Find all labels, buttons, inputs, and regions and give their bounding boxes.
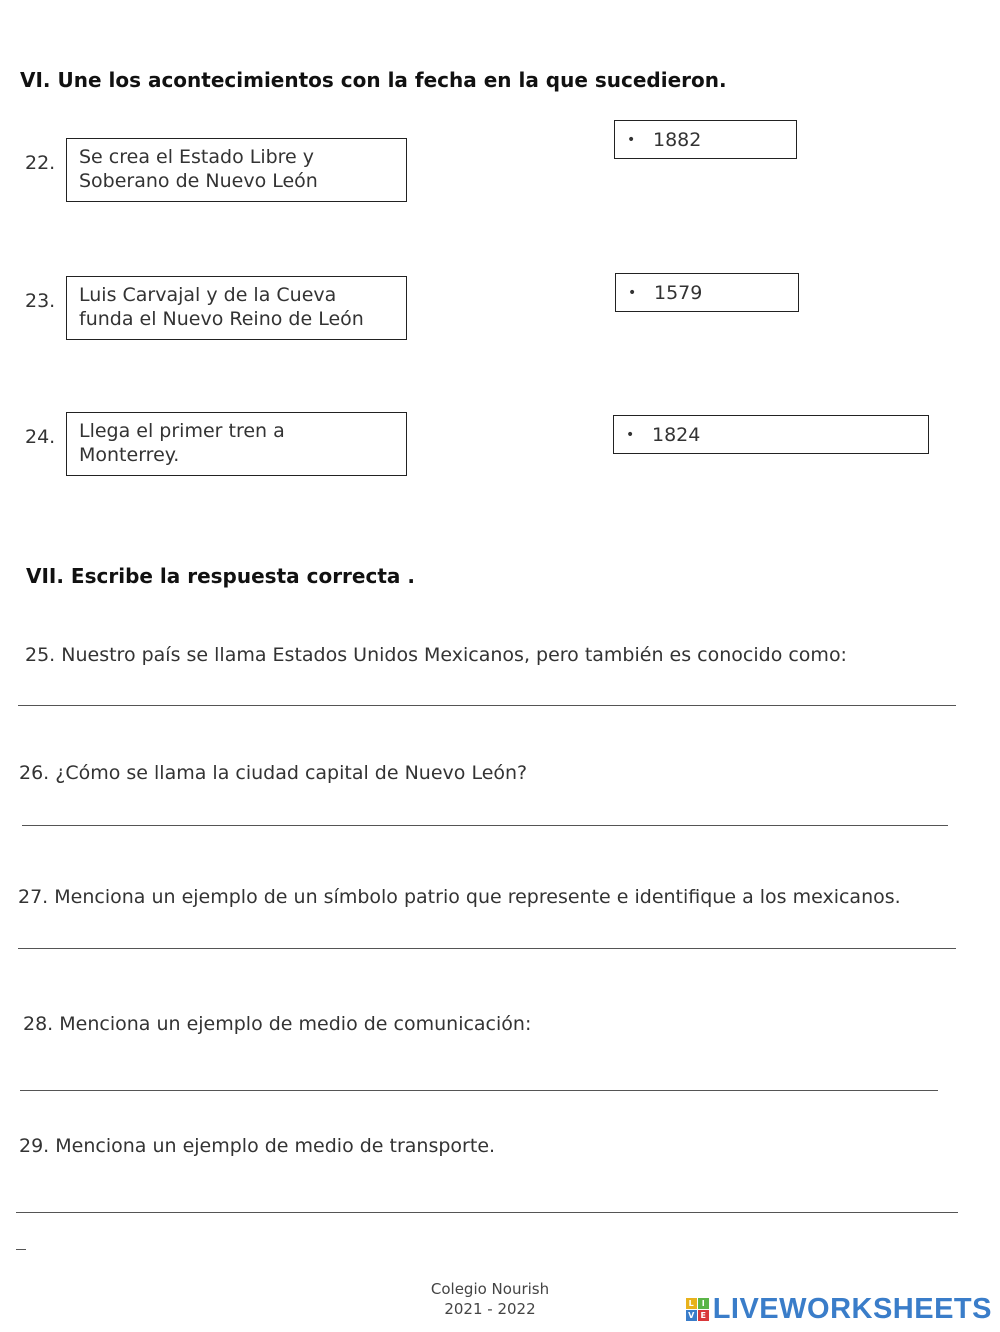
event-text-line: Llega el primer tren a <box>79 420 285 442</box>
answer-line-27[interactable] <box>18 948 956 949</box>
liveworksheets-brand[interactable] <box>686 1293 992 1326</box>
event-box[interactable] <box>66 138 407 202</box>
event-number: 22. <box>25 152 56 174</box>
logo-letter: L <box>686 1298 697 1309</box>
date-value: 1882 <box>653 128 702 151</box>
event-text-line: funda el Nuevo Reino de León <box>79 308 364 330</box>
event-text-line: Monterrey. <box>79 444 180 466</box>
question-28: 28. Menciona un ejemplo de medio de comunicación: <box>23 1013 532 1035</box>
brand-name: LIVEWORKSHEETS <box>712 1293 992 1325</box>
date-value: 1824 <box>652 423 701 446</box>
answer-line-29[interactable] <box>16 1212 958 1213</box>
question-25: 25. Nuestro país se llama Estados Unidos Mexicanos, pero también es conocido como: <box>25 644 847 666</box>
question-26: 26. ¿Cómo se llama la ciudad capital de Nuevo León? <box>19 762 528 784</box>
answer-line-26[interactable] <box>22 825 948 826</box>
footer-school <box>390 1279 590 1319</box>
section-7-title: VII. Escribe la respuesta correcta . <box>26 564 415 588</box>
date-value: 1579 <box>654 281 703 304</box>
question-29: 29. Menciona un ejemplo de medio de transporte. <box>19 1135 496 1157</box>
event-box[interactable] <box>66 412 407 476</box>
date-box[interactable] <box>615 273 799 312</box>
answer-line-25[interactable] <box>18 705 956 706</box>
event-text-line: Soberano de Nuevo León <box>79 170 318 192</box>
bullet: • <box>626 426 635 443</box>
section-6-title: VI. Une los acontecimientos con la fecha en la que sucedieron. <box>20 68 727 92</box>
event-box[interactable] <box>66 276 407 340</box>
liveworksheets-logo-icon <box>686 1298 709 1321</box>
answer-line-29-extension <box>16 1249 26 1250</box>
event-text-line: Se crea el Estado Libre y <box>79 146 315 168</box>
logo-letter: V <box>686 1310 697 1321</box>
date-box[interactable] <box>613 415 929 454</box>
event-text-line: Luis Carvajal y de la Cueva <box>79 284 337 306</box>
question-27: 27. Menciona un ejemplo de un símbolo patrio que represente e identifique a los mexicanos. <box>18 886 901 908</box>
event-number: 24. <box>25 426 56 448</box>
answer-line-28[interactable] <box>20 1090 938 1091</box>
bullet: • <box>627 131 636 148</box>
event-number: 23. <box>25 290 56 312</box>
school-name: Colegio Nourish <box>430 1280 550 1298</box>
logo-letter: E <box>698 1310 709 1321</box>
school-year: 2021 - 2022 <box>444 1300 536 1318</box>
bullet: • <box>628 284 637 301</box>
date-box[interactable] <box>614 120 797 159</box>
logo-letter: I <box>698 1298 709 1309</box>
